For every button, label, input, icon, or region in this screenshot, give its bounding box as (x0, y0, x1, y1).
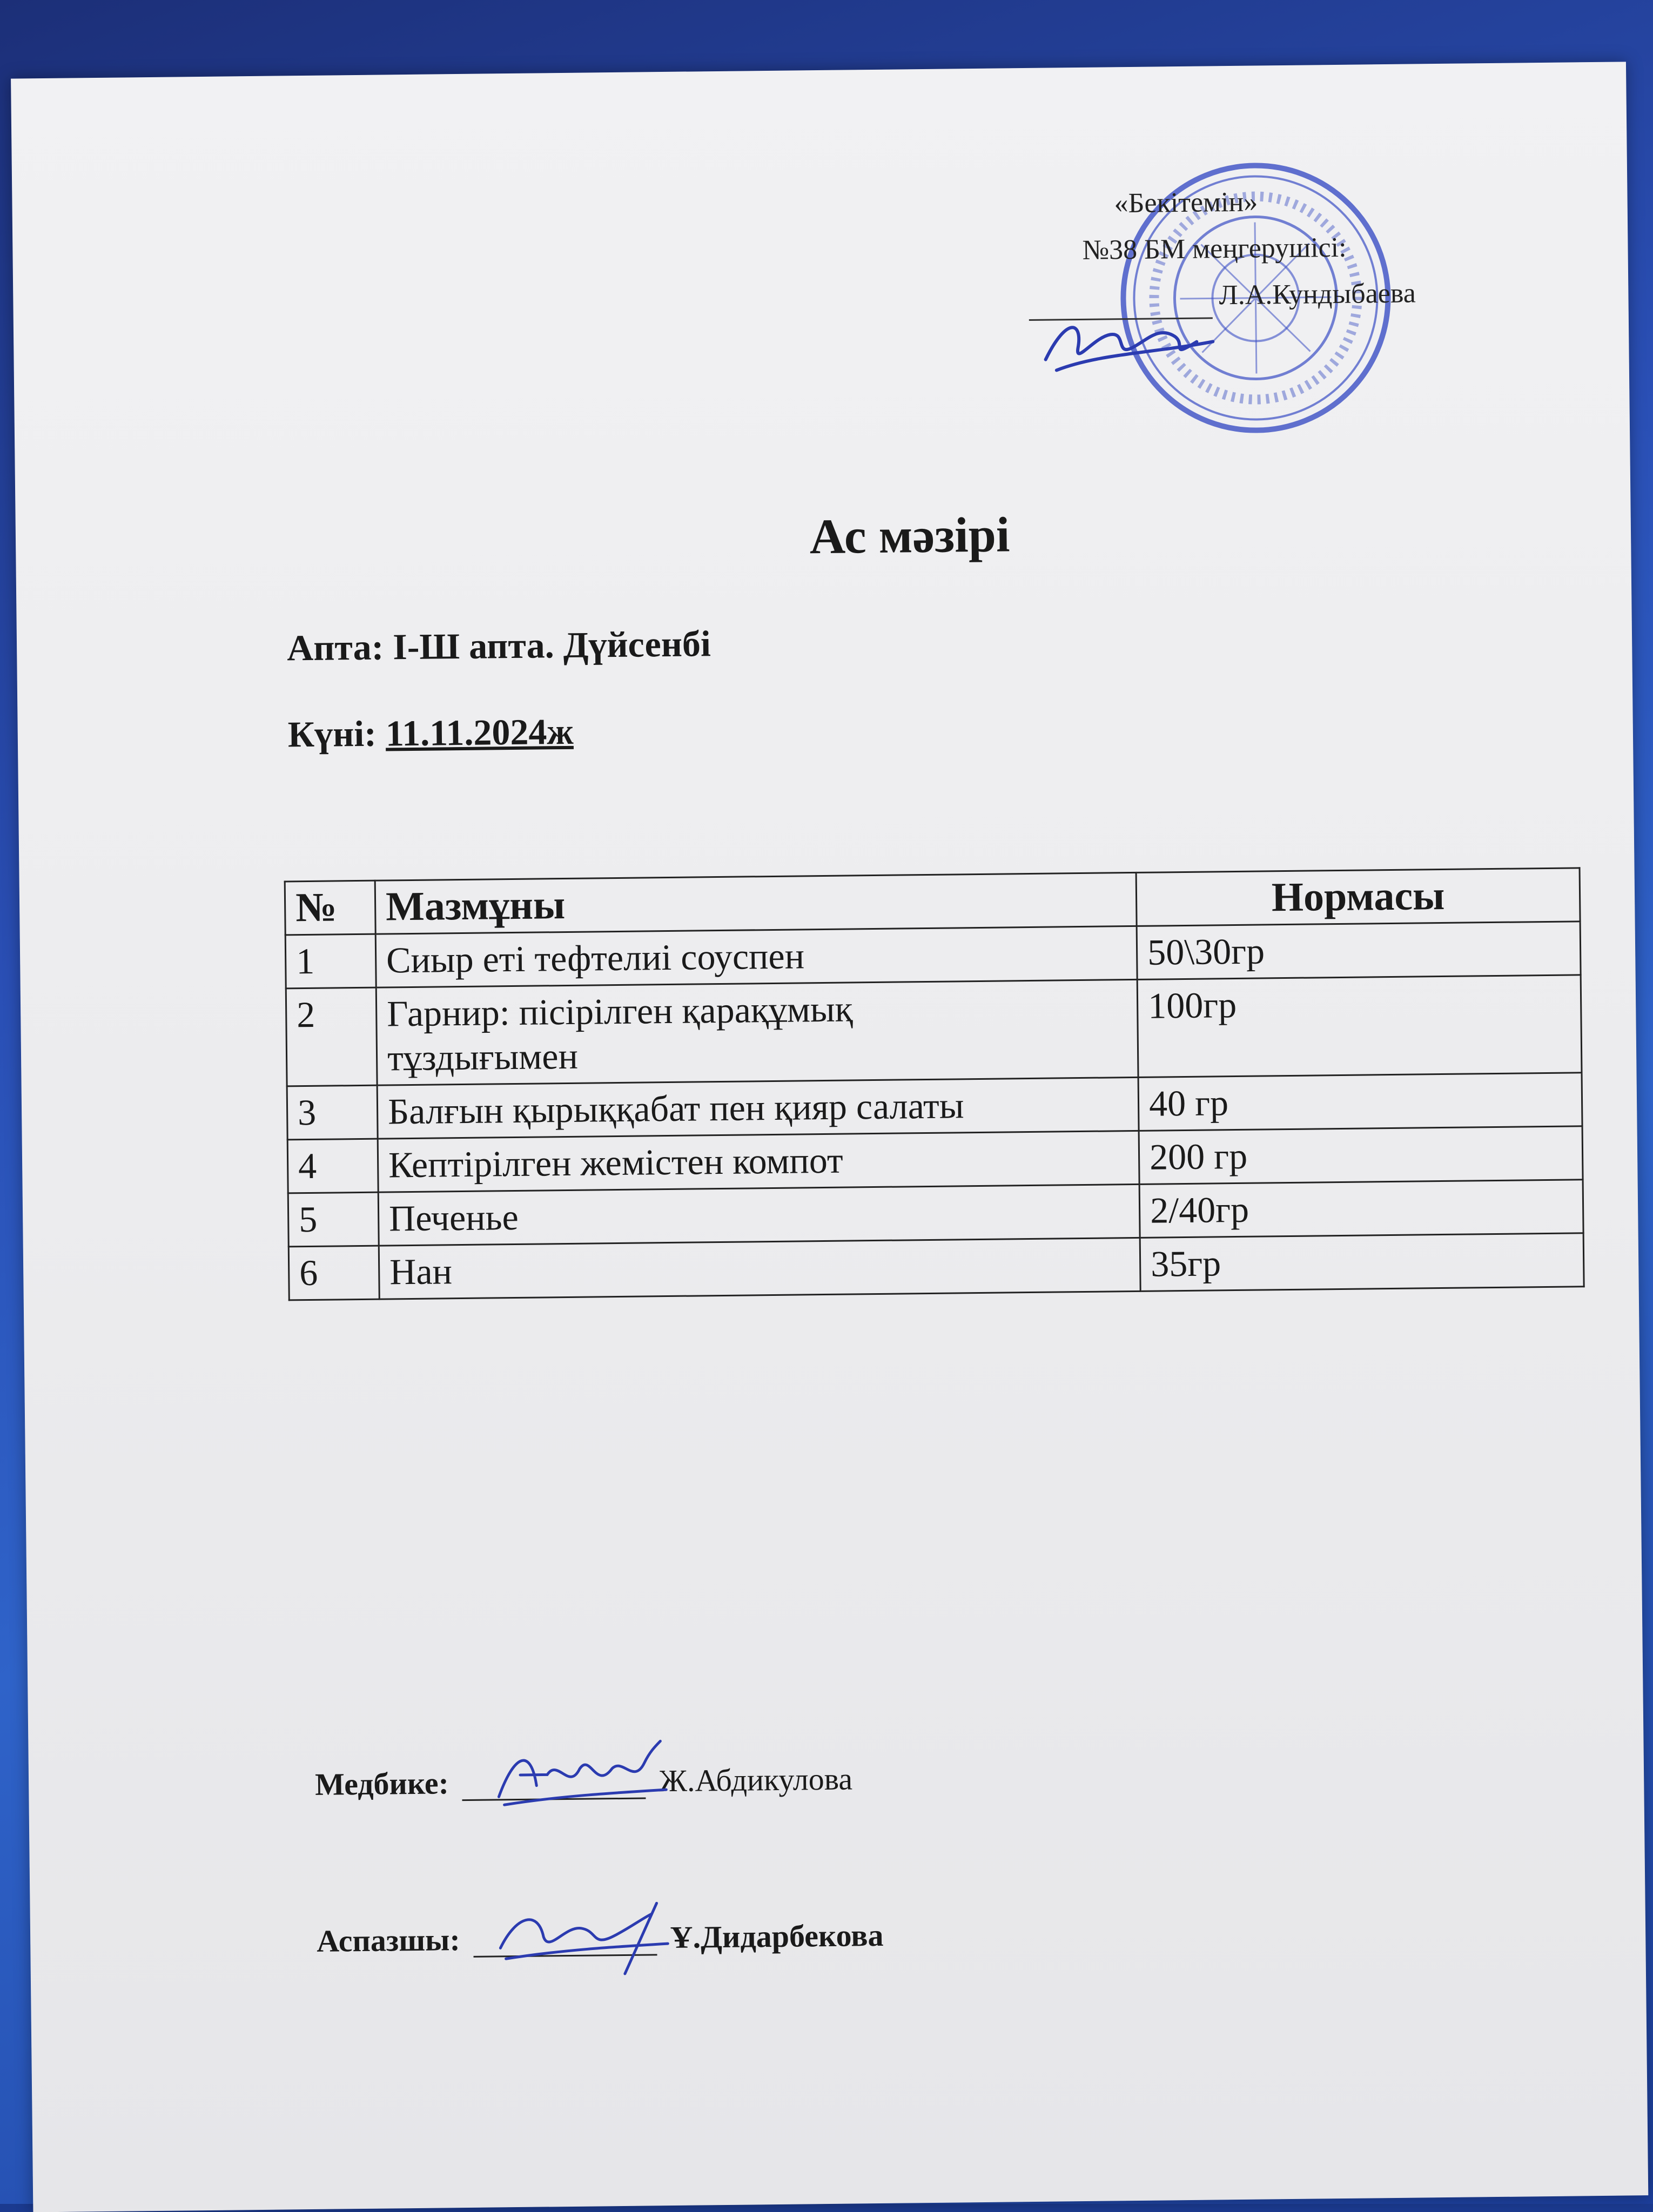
row-norm: 40 гр (1138, 1073, 1582, 1131)
table-row (286, 975, 1582, 1086)
row-norm: 2/40гр (1139, 1180, 1583, 1238)
row-content: Кептірілген жемістен компот (378, 1131, 1139, 1192)
row-content: Печенье (378, 1184, 1140, 1246)
approval-position: №38 БМ меңгерушісі: (1082, 232, 1347, 266)
row-content: Нан (379, 1238, 1140, 1299)
row-number: 1 (285, 934, 376, 989)
menu-table (284, 867, 1585, 1301)
row-norm: 200 гр (1139, 1126, 1583, 1185)
header-content: Мазмұны (375, 872, 1137, 934)
approval-name: Л.А.Кундыбаева (1219, 278, 1416, 311)
row-norm: 50\30гр (1137, 922, 1581, 980)
week-value: І-Ш апта. Дүйсенбі (392, 623, 711, 668)
date-label: Күні: (287, 712, 377, 755)
week-label: Апта: (286, 626, 384, 669)
approval-block (1027, 177, 1515, 321)
approval-label: «Бекітемін» (1114, 186, 1258, 219)
director-signature-icon (1034, 304, 1219, 381)
date-line (287, 710, 574, 756)
row-content: Сиыр еті тефтелиі соуспен (375, 926, 1137, 987)
row-number: 2 (286, 987, 377, 1086)
row-content: Гарнир: пісірілген қарақұмық тұздығымен (376, 979, 1138, 1085)
week-line (287, 622, 711, 669)
header-number: № (285, 880, 375, 935)
cook-role: Аспазшы: (316, 1922, 461, 1959)
cook-signature-icon (489, 1892, 674, 1981)
date-value: 11.11.2024ж (385, 710, 574, 754)
row-number: 4 (287, 1139, 378, 1193)
row-norm: 100гр (1137, 975, 1582, 1078)
header-norm: Нормасы (1136, 868, 1580, 926)
row-content: Балғын қырыққабат пен қияр салаты (377, 1077, 1139, 1139)
row-number: 5 (288, 1192, 379, 1247)
page-title: Ас мәзірі (809, 507, 1010, 564)
nurse-role: Медбике: (314, 1765, 449, 1802)
document-page (11, 62, 1648, 2212)
row-norm: 35гр (1140, 1233, 1584, 1292)
cook-name: Ұ.Дидарбекова (670, 1917, 884, 1955)
nurse-name: Ж.Абдикулова (658, 1761, 853, 1799)
row-number: 3 (287, 1085, 378, 1140)
row-number: 6 (288, 1246, 379, 1300)
nurse-signature-icon (487, 1736, 671, 1813)
